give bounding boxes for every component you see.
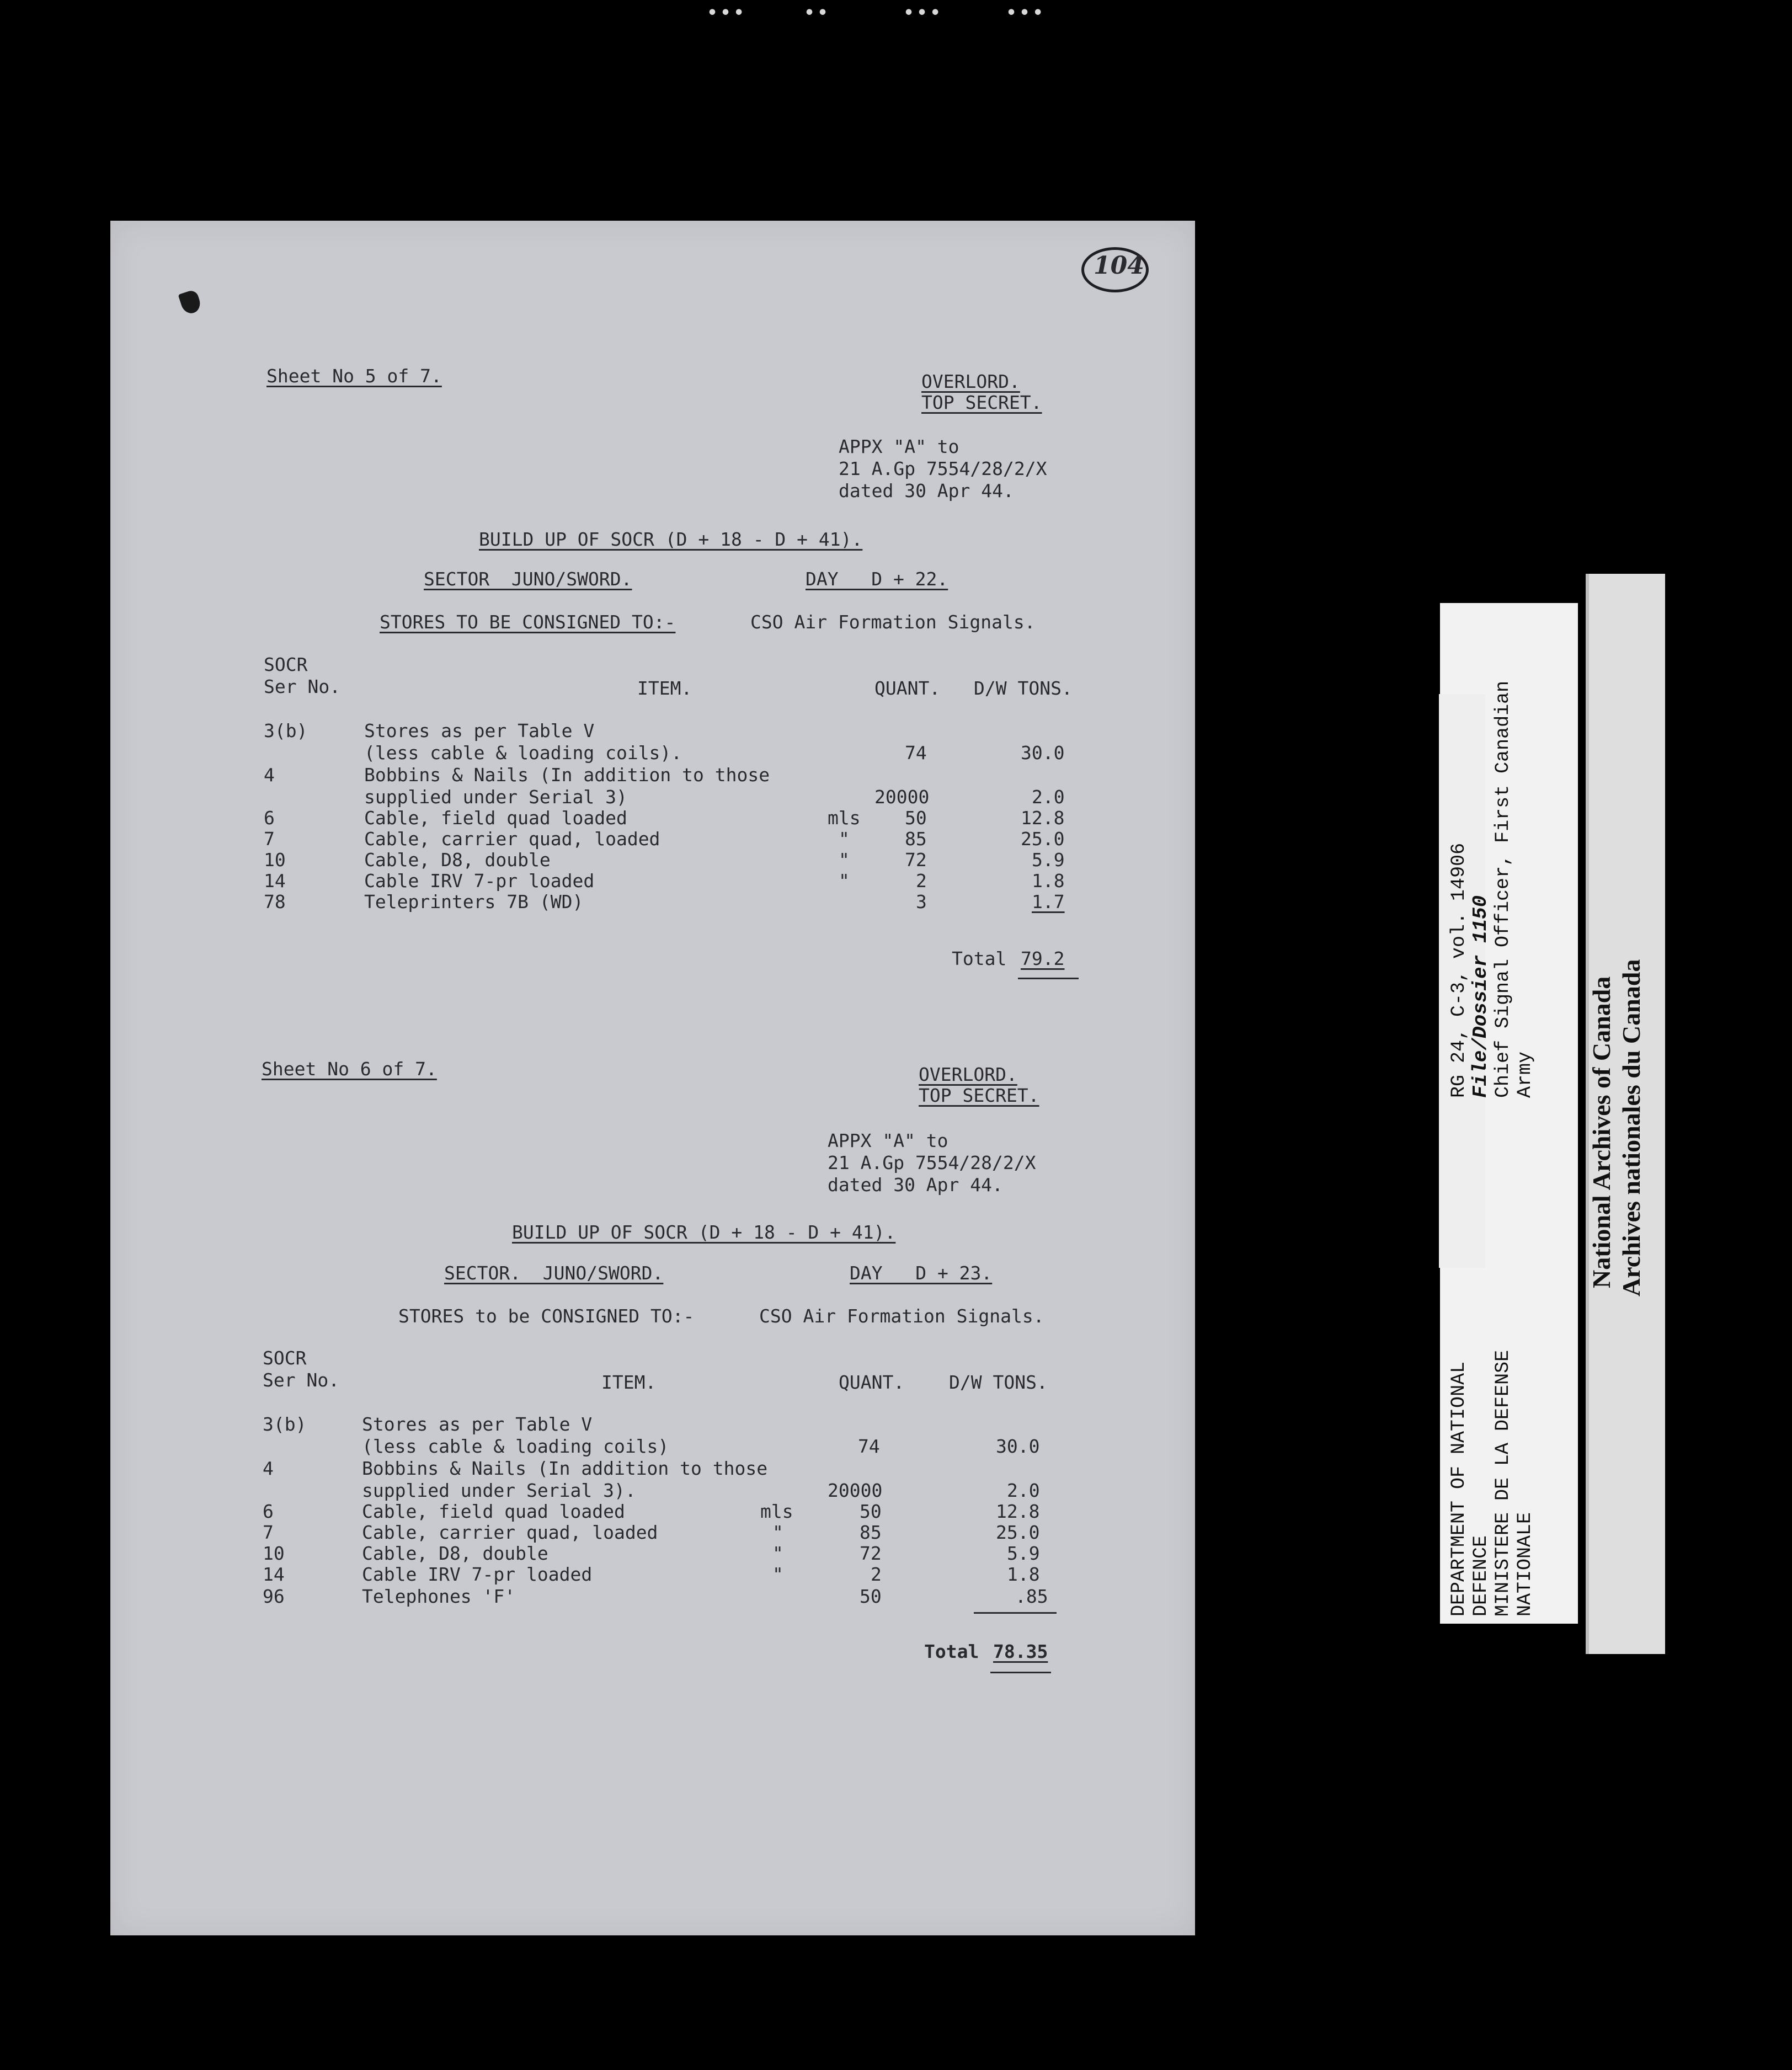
staple-mark [178,289,203,316]
col-quant: QUANT. [839,1372,905,1393]
subtotal-rule [974,1612,1057,1614]
document-page [110,221,1195,1935]
quant: 2 [916,870,927,892]
archive-reference: Chief Signal Officer, First Canadian [1492,680,1514,1098]
appx-line: dated 30 Apr 44. [828,1174,1003,1196]
col-socr: SOCR [264,654,308,675]
item: Cable, D8, double [364,849,551,871]
total-label: Total [952,948,1007,969]
appx-line: dated 30 Apr 44. [839,480,1014,502]
item: Cable, D8, double [362,1543,548,1564]
archives-name-en: National Archives of Canada [1587,976,1615,1288]
tons: 5.9 [1032,849,1065,871]
tons: 1.8 [1032,870,1065,892]
tons: 2.0 [1032,786,1065,808]
quant: 50 [860,1501,882,1522]
col-ser-no: Ser No. [264,676,341,697]
quant: 20000 [828,1480,883,1501]
item: Cable, field quad loaded [364,807,627,829]
film-mark: ••• [904,3,944,23]
tons: 1.7 [1032,891,1065,913]
item: Bobbins & Nails (In addition to those [364,764,770,786]
ser: 6 [264,807,275,829]
tons: 2.0 [1007,1480,1040,1501]
tons: 1.8 [1007,1564,1040,1585]
ser: 3(b) [263,1413,307,1435]
item: Telephones 'F' [362,1586,516,1607]
tons: 25.0 [1021,828,1065,850]
unit: " [839,828,850,850]
tons: .85 [1015,1586,1048,1607]
item: Teleprinters 7B (WD) [364,891,584,913]
department-label: DEFENCE [1470,1535,1492,1616]
col-socr: SOCR [263,1347,307,1369]
archives-name-fr: Archives nationales du Canada [1617,959,1645,1297]
ser: 10 [264,849,286,871]
total-double-rule [990,1672,1051,1673]
sheet-number: Sheet No 6 of 7. [262,1058,437,1080]
ser: 6 [263,1501,274,1522]
unit: " [839,870,850,892]
total-double-rule [1018,978,1079,979]
unit: mls [760,1501,793,1522]
page-title: BUILD UP OF SOCR (D + 18 - D + 41). [479,529,863,550]
item: Cable IRV 7-pr loaded [362,1564,593,1585]
col-ser-no: Ser No. [263,1369,340,1391]
col-tons: D/W TONS. [949,1372,1048,1393]
appx-line: 21 A.Gp 7554/28/2/X [839,458,1047,479]
item: supplied under Serial 3) [364,786,627,808]
item: (less cable & loading coils). [364,742,682,764]
total-label: Total [924,1641,979,1662]
archive-reference: Army [1514,1051,1536,1098]
sector: SECTOR. JUNO/SWORD. [444,1262,664,1284]
quant: 50 [860,1586,882,1607]
appx-line: APPX "A" to [828,1130,948,1151]
col-quant: QUANT. [874,677,941,699]
unit: " [772,1564,783,1585]
item: Cable, carrier quad, loaded [364,828,660,850]
ser: 10 [263,1543,285,1564]
item: Stores as per Table V [364,720,595,741]
total-value: 79.2 [1021,948,1065,969]
sheet-number: Sheet No 5 of 7. [266,365,442,387]
unit: " [772,1522,783,1543]
ser: 7 [263,1522,274,1543]
item: Cable, field quad loaded [362,1501,625,1522]
archive-file: File/Dossier 1150 [1469,895,1492,1098]
tons: 12.8 [1021,807,1065,829]
quant: 72 [860,1543,882,1564]
codename: OVERLORD. [921,371,1020,392]
ser: 78 [264,891,286,913]
unit: mls [828,807,861,829]
tons: 30.0 [1021,742,1065,764]
ser: 3(b) [264,720,308,741]
department-label: DEPARTMENT OF NATIONAL [1448,1361,1470,1616]
sector: SECTOR JUNO/SWORD. [424,568,632,590]
consigned-label: STORES TO BE CONSIGNED TO:- [380,611,676,633]
tons: 30.0 [996,1436,1040,1457]
ser: 96 [263,1586,285,1607]
tons: 12.8 [996,1501,1040,1522]
quant: 3 [916,891,927,913]
quant: 20000 [874,786,930,808]
quant: 72 [905,849,927,871]
quant: 85 [905,828,927,850]
ser: 4 [263,1458,274,1479]
item: supplied under Serial 3). [362,1480,636,1501]
tons: 25.0 [996,1522,1040,1543]
classification: TOP SECRET. [921,392,1042,413]
quant: 50 [905,807,927,829]
quant: 85 [860,1522,882,1543]
archive-reference: RG 24, C-3, vol. 14906 [1448,842,1470,1098]
ser: 14 [264,870,286,892]
item: Bobbins & Nails (In addition to those [362,1458,768,1479]
ser: 14 [263,1564,285,1585]
classification: TOP SECRET. [919,1085,1039,1106]
unit: " [839,849,850,871]
consigned-to: CSO Air Formation Signals. [759,1305,1044,1327]
quant: 74 [905,742,927,764]
item: Cable IRV 7-pr loaded [364,870,595,892]
department-label: NATIONALE [1514,1512,1536,1616]
appx-line: APPX "A" to [839,436,959,457]
item: Stores as per Table V [362,1413,593,1435]
quant: 2 [871,1564,882,1585]
appx-line: 21 A.Gp 7554/28/2/X [828,1152,1036,1173]
film-mark: ••• [707,3,748,23]
consigned-to: CSO Air Formation Signals. [750,611,1036,633]
total-value: 78.35 [993,1641,1048,1662]
col-tons: D/W TONS. [974,677,1073,699]
codename: OVERLORD. [919,1064,1017,1085]
day: DAY D + 22. [806,568,948,590]
item: Cable, carrier quad, loaded [362,1522,658,1543]
col-item: ITEM. [637,677,692,699]
ser: 7 [264,828,275,850]
quant: 74 [858,1436,880,1457]
page-title: BUILD UP OF SOCR (D + 18 - D + 41). [512,1221,896,1243]
consigned-label: STORES to be CONSIGNED TO:- [398,1305,695,1327]
film-mark: •• [804,3,831,23]
ser: 4 [264,764,275,786]
film-mark: ••• [1006,3,1047,23]
folio-number: 104 [1094,252,1144,280]
item: (less cable & loading coils) [362,1436,669,1457]
unit: " [772,1543,783,1564]
day: DAY D + 23. [850,1262,993,1284]
department-label: MINISTERE DE LA DEFENSE [1492,1349,1514,1616]
tons: 5.9 [1007,1543,1040,1564]
col-item: ITEM. [601,1372,657,1393]
